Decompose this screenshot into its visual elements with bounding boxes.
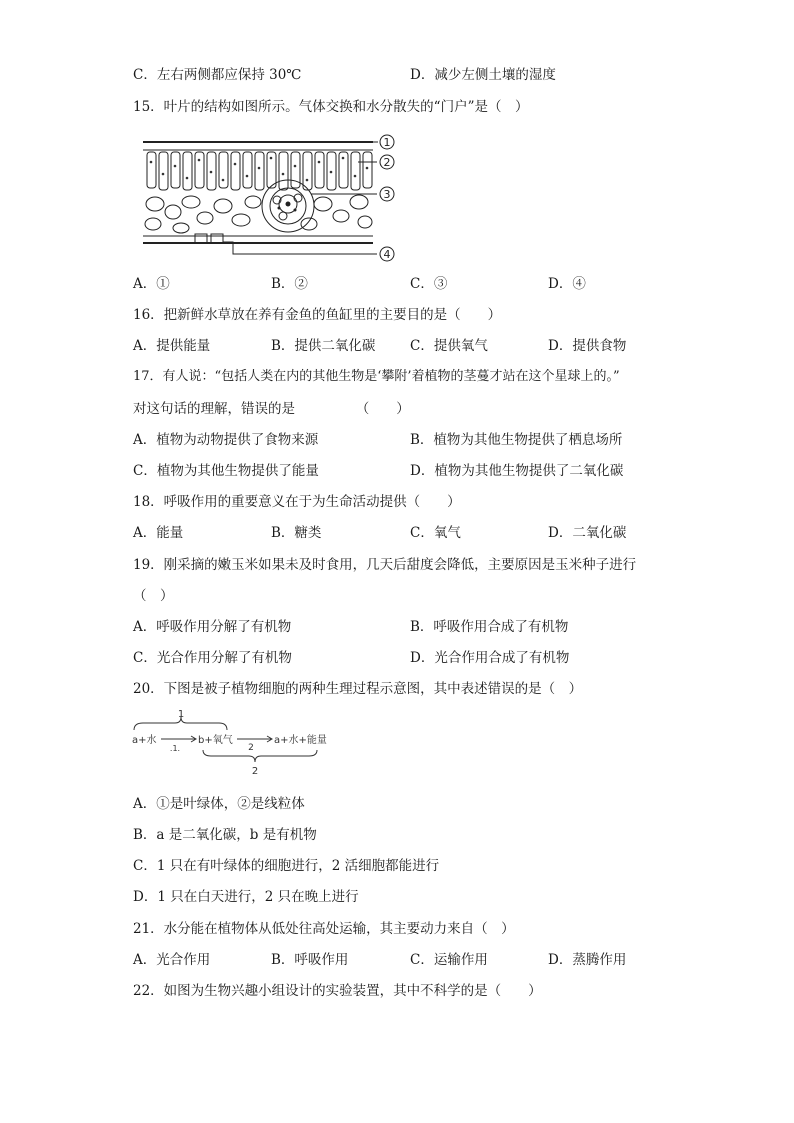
option-d: D．④ — [548, 276, 586, 292]
option-c: C．氧气 — [410, 525, 461, 541]
process-diagram — [131, 710, 331, 780]
option-d: D．提供食物 — [548, 338, 627, 354]
option-a: A．能量 — [133, 525, 184, 541]
option-b: B．呼吸作用合成了有机物 — [410, 619, 569, 635]
question-19-stem-line1: 19．刚采摘的嫩玉米如果未及时食用，几天后甜度会降低，主要原因是玉米种子进行 — [133, 557, 637, 573]
option-b: B．a 是二氧化碳，b 是有机物 — [133, 827, 317, 843]
option-b: B．提供二氧化碳 — [271, 338, 376, 354]
option-c: C．运输作用 — [410, 952, 488, 968]
question-18-stem: 18．呼吸作用的重要意义在于为生命活动提供（ ） — [133, 494, 461, 510]
option-b: B．② — [271, 276, 308, 292]
figure-label-3: 3 — [383, 188, 391, 201]
arrow-2-label: 2 — [248, 743, 254, 753]
option-a: A．光合作用 — [133, 952, 211, 968]
option-a: A．①是叶绿体，②是线粒体 — [133, 796, 305, 812]
question-21-stem: 21．水分能在植物体从低处往高处运输，其主要动力来自（ ） — [133, 921, 515, 937]
option-d: D．植物为其他生物提供了二氧化碳 — [410, 463, 624, 479]
question-15-stem: 15．叶片的结构如图所示。气体交换和水分散失的“门户”是（ ） — [133, 99, 529, 115]
figure-label-4: 4 — [383, 248, 391, 261]
question-19-stem-line2: （ ） — [133, 588, 174, 604]
option-a: A．植物为动物提供了食物来源 — [133, 432, 319, 448]
question-20-stem: 20．下图是被子植物细胞的两种生理过程示意图，其中表述错误的是（ ） — [133, 681, 583, 697]
question-17-stem-line2: 对这句话的理解，错误的是 （ ） — [133, 401, 410, 417]
arrow-1-label: .1. — [169, 744, 181, 753]
option-a: A．呼吸作用分解了有机物 — [133, 619, 292, 635]
leaf-structure-figure — [133, 128, 403, 264]
option-c: C．提供氧气 — [410, 338, 488, 354]
option-b: B．植物为其他生物提供了栖息场所 — [410, 432, 623, 448]
question-17-stem-line1: 17．有人说：“包括人类在内的其他生物是‘攀附’着植物的茎蔓才站在这个星球上的。” — [133, 369, 620, 384]
option-d: D．1 只在白天进行，2 只在晚上进行 — [133, 889, 359, 905]
right-term: a+水+能量 — [274, 735, 327, 746]
figure-label-2: 2 — [383, 156, 391, 169]
option-a: A．提供能量 — [133, 338, 211, 354]
figure-label-1: 1 — [383, 136, 391, 149]
middle-term: b+氧气 — [198, 735, 233, 746]
option-c: C．光合作用分解了有机物 — [133, 650, 292, 666]
option-c: C．植物为其他生物提供了能量 — [133, 463, 319, 479]
question-16-stem: 16．把新鲜水草放在养有金鱼的鱼缸里的主要目的是（ ） — [133, 307, 502, 323]
option-b: B．呼吸作用 — [271, 952, 349, 968]
option-d: D．蒸腾作用 — [548, 952, 627, 968]
option-c: C．左右两侧都应保持 30℃ — [133, 67, 302, 83]
option-a: A．① — [133, 276, 170, 292]
question-22-stem: 22．如图为生物兴趣小组设计的实验装置，其中不科学的是（ ） — [133, 983, 542, 999]
option-d: D．光合作用合成了有机物 — [410, 650, 570, 666]
option-d: D．减少左侧土壤的湿度 — [410, 67, 556, 83]
option-d: D．二氧化碳 — [548, 525, 627, 541]
left-term: a+水 — [132, 735, 157, 746]
option-c: C．1 只在有叶绿体的细胞进行，2 活细胞都能进行 — [133, 858, 440, 874]
bottom-label: 2 — [251, 766, 259, 777]
top-label: 1 — [177, 710, 185, 720]
option-b: B．糖类 — [271, 525, 322, 541]
option-c: C．③ — [410, 276, 448, 292]
